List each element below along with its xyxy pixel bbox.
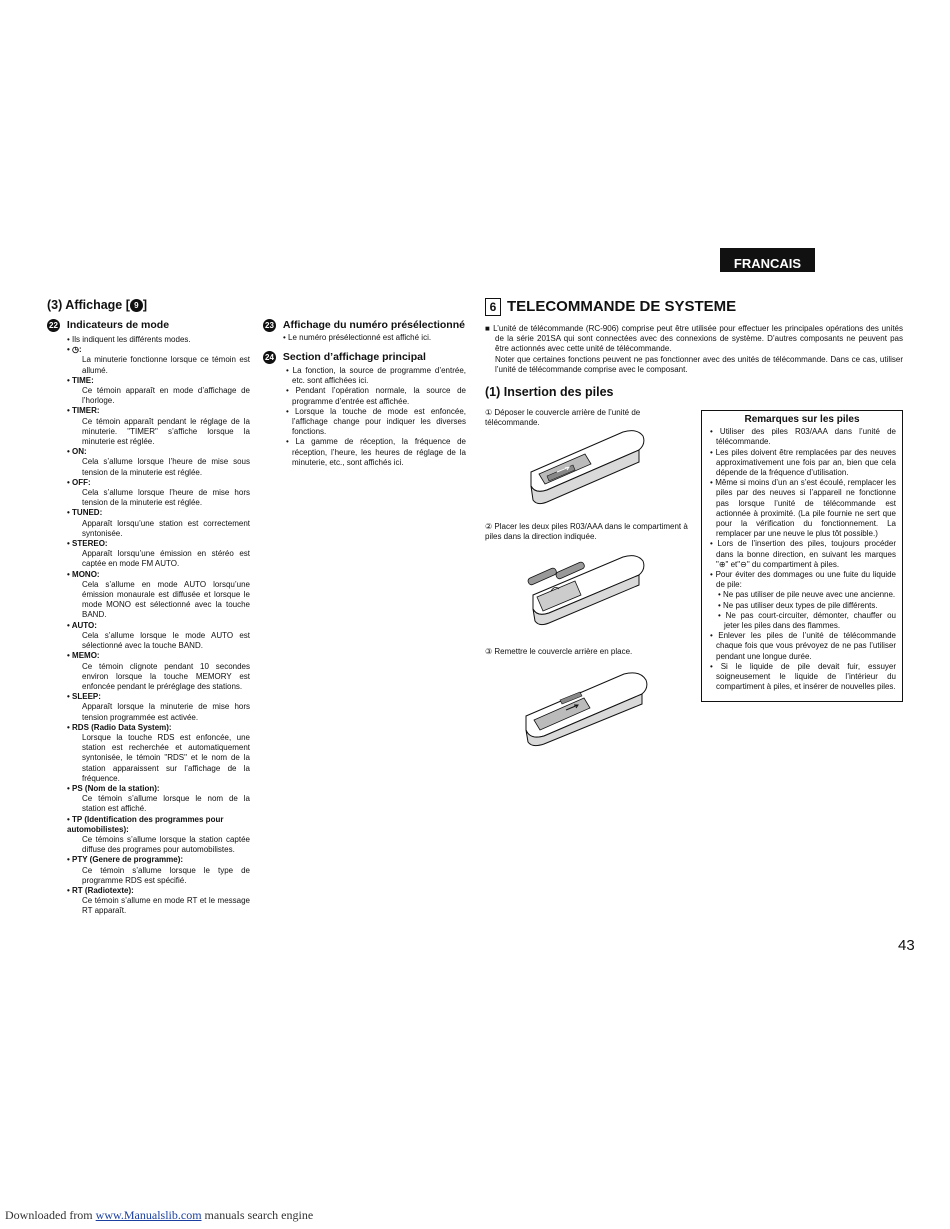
main-display-heading: 24 Section d’affichage principal — [263, 351, 466, 364]
step-2-text: ② Placer les deux piles R03/AAA dans le compartiment à piles dans la direction indiquée. — [485, 522, 688, 542]
indicator-label: • AUTO: — [67, 620, 97, 630]
indicator-label: • PTY (Genere de programme): — [67, 855, 184, 865]
remote-cover-removal-illustration — [525, 428, 650, 506]
indicator-label: • ON: — [67, 447, 87, 457]
item-number-icon: 24 — [263, 351, 276, 364]
preset-text: • Le numéro présélectionné est affiché ici. — [283, 333, 432, 342]
indicators-list — [47, 335, 250, 917]
preset-section — [263, 319, 466, 343]
notes-list — [708, 427, 896, 692]
main-display-list — [263, 366, 466, 468]
indicator-label: • PS (Nom de la station): — [67, 783, 160, 793]
indicator-description: Cela s’allume en mode AUTO lorsqu’une émission monaurale est diffusée et lorsque le mode MONO est sélectionné avec la touche BAND. — [82, 579, 250, 620]
note-item: • Les piles doivent être remplacées par des neuves approximativement une fois par an, bien que cela dépende de la fréquence d’utilisation. — [710, 447, 896, 478]
indicator-label: • RDS (Radio Data System): — [67, 722, 172, 732]
note-item: • Enlever les piles de l’unité de télécommande chaque fois que vous prévoyez de ne pas l’utiliser pendant une longue durée. — [710, 631, 896, 661]
indicator-description: Ce témoin apparaît en mode d’affichage de l’horloge. — [82, 386, 250, 406]
indicator-label: • TP (Identification des programmes pour automobilistes): — [67, 814, 224, 834]
note-item: • Si le liquide de pile devait fuir, essuyer soigneusement le liquide de l’intérieur du compartiment à piles, et insérer de nouvelles piles. — [710, 661, 896, 692]
remote-intro — [485, 324, 903, 375]
indicator-description: Ce témoin s’allume lorsque le type de programme RDS est spécifié. — [82, 865, 250, 885]
section-number-box: 6 — [485, 298, 501, 316]
indicator-description: Apparaît lorsqu’une émission en stéréo est captée en mode FM AUTO. — [82, 549, 250, 569]
indicator-label: • TIME: — [67, 375, 94, 385]
intro-paragraph-1: ■ L’unité de télécommande (RC-906) comprise peut être utilisée pour effectuer les principales opérations des unités de la série 201SA qui sont connectées avec des connexions de système. D’autres composants ne peuvent pas être actionnés avec cette unité de télécommande. — [485, 324, 903, 354]
note-item: • Pour éviter des dommages ou une fuite du liquide de pile: — [710, 570, 896, 590]
indicator-description: Ce témoin apparaît pendant le réglage de la minuterie. "TIMER" s’affiche lorsque la minuterie est réglée. — [82, 416, 250, 447]
indicator-description: Ce témoin clignote pendant 10 secondes environ lorsque la touche MEMORY est enfoncée pendant le préréglage des stations. — [82, 661, 250, 691]
note-sub-item: • Ne pas utiliser deux types de pile différents. — [718, 600, 878, 610]
indicator-description: Cela s’allume lorsque l’heure de mise hors tension de la minuterie est réglée. — [82, 488, 250, 508]
main-display-bullet: • Lorsque la touche de mode est enfoncée, l’affichage change pour indiquer les diverses fonctions. — [286, 406, 466, 437]
indicator-description: Ce témoin s’allume en mode RT et le message RT apparaît. — [82, 896, 250, 916]
indicator-label: • RT (Radiotexte): — [67, 885, 134, 895]
battery-placement-illustration — [525, 551, 650, 629]
indicator-description: Lorsque la touche RDS est enfoncée, une station est recherchée et automatiquement syntonisée, le témoin "RDS" et le nom de la station apparaissent sur l’affichage de la fréquence. — [82, 732, 250, 783]
remote-section-title: 6 TELECOMMANDE DE SYSTEME — [485, 298, 736, 316]
indicator-label: • SLEEP: — [67, 692, 101, 702]
step-3-text: ③ Remettre le couvercle arrière en place. — [485, 647, 633, 656]
main-display-section — [263, 351, 466, 468]
indicator-label: • MONO: — [67, 569, 100, 579]
indicator-label: • MEMO: — [67, 651, 100, 661]
indicator-description: La minuterie fonctionne lorsque ce témoin est allumé. — [82, 355, 250, 375]
indicator-description: Ce témoin s’allume lorsque le nom de la station est affiché. — [82, 794, 250, 814]
indicator-label: • TIMER: — [67, 406, 100, 416]
battery-notes-box — [701, 410, 903, 702]
main-display-bullet: • Pendant l’opération normale, la source de programme d’entrée est affichée. — [286, 386, 466, 406]
indicator-label: • ◷: — [67, 345, 82, 355]
intro-paragraph-2: Noter que certaines fonctions peuvent ne pas fonctionner avec des unités de télécommande. Dans ce cas, utiliser l’unité de télécommande comprise avec le composant. — [495, 354, 903, 374]
indicator-label: • OFF: — [67, 477, 91, 487]
note-item: • Même si moins d’un an s’est écoulé, remplacer les piles par des neuves si l’appareil ne fonctionne pas lorsque l’unité de télécommande est actionnée à proximité. (La pile fournie ne sert que pour la vérification du fonctionnement. La remplacer par une neuve le plus tôt possible.) — [710, 478, 896, 539]
step-1-text: ① Déposer le couvercle arrière de l’unité de télécommande. — [485, 408, 641, 428]
page-number: 43 — [898, 937, 915, 954]
indicator-label: • STEREO: — [67, 539, 108, 549]
section-title-affichage: (3) Affichage [ 9 ] — [47, 298, 148, 312]
note-item: • Lors de l’insertion des piles, toujours procéder dans la bonne direction, en suivant les marques "⊕" et"⊖" du compartiment à piles. — [710, 539, 896, 569]
manualslib-link[interactable]: www.Manualslib.com — [95, 1208, 202, 1222]
language-tab: FRANCAIS — [720, 248, 815, 272]
note-sub-item: • Ne pas court-circuiter, démonter, chauffer ou jeter les piles dans des flammes. — [718, 610, 896, 631]
indicator-description: Cela s’allume lorsque l’heure de mise sous tension de la minuterie est réglée. — [82, 457, 250, 477]
notes-title: Remarques sur les piles — [744, 414, 860, 425]
item-number-icon: 22 — [47, 319, 60, 332]
indicator-label: • TUNED: — [67, 508, 103, 518]
indicator-description: Cela s’allume lorsque le mode AUTO est sélectionné avec la touche BAND. — [82, 630, 250, 651]
main-display-bullet: • La fonction, la source de programme d’entrée, etc. sont affichées ici. — [286, 366, 466, 386]
main-display-bullet: • La gamme de réception, la fréquence de réception, l’heure, les heures de réglage de la minuterie, etc., sont affichés ici. — [286, 437, 466, 467]
indicators-intro: • Ils indiquent les différents modes. — [67, 335, 191, 344]
indicators-heading: 22 Indicateurs de mode — [47, 319, 250, 332]
battery-insertion-title: (1) Insertion des piles — [485, 385, 614, 399]
remote-cover-replace-illustration — [520, 670, 655, 750]
indicator-description: Apparaît lorsqu’une station est correctement syntonisée. — [82, 518, 250, 538]
item-number-icon: 23 — [263, 319, 276, 332]
indicator-description: Ce témoins s’allume lorsque la station captée diffuse des programes pour automobilistes. — [82, 834, 250, 855]
ref-number-icon: 9 — [130, 299, 143, 312]
note-sub-item: • Ne pas utiliser de pile neuve avec une ancienne. — [718, 590, 896, 600]
note-item: • Utiliser des piles R03/AAA dans l’unité de télécommande. — [710, 427, 896, 447]
indicator-description: Apparaît lorsque la minuterie de mise hors tension programmée est activée. — [82, 702, 250, 722]
indicators-section — [47, 319, 250, 917]
download-footer: Downloaded from www.Manualslib.com manuals search engine — [5, 1208, 314, 1222]
preset-heading: 23 Affichage du numéro présélectionné — [263, 319, 466, 332]
